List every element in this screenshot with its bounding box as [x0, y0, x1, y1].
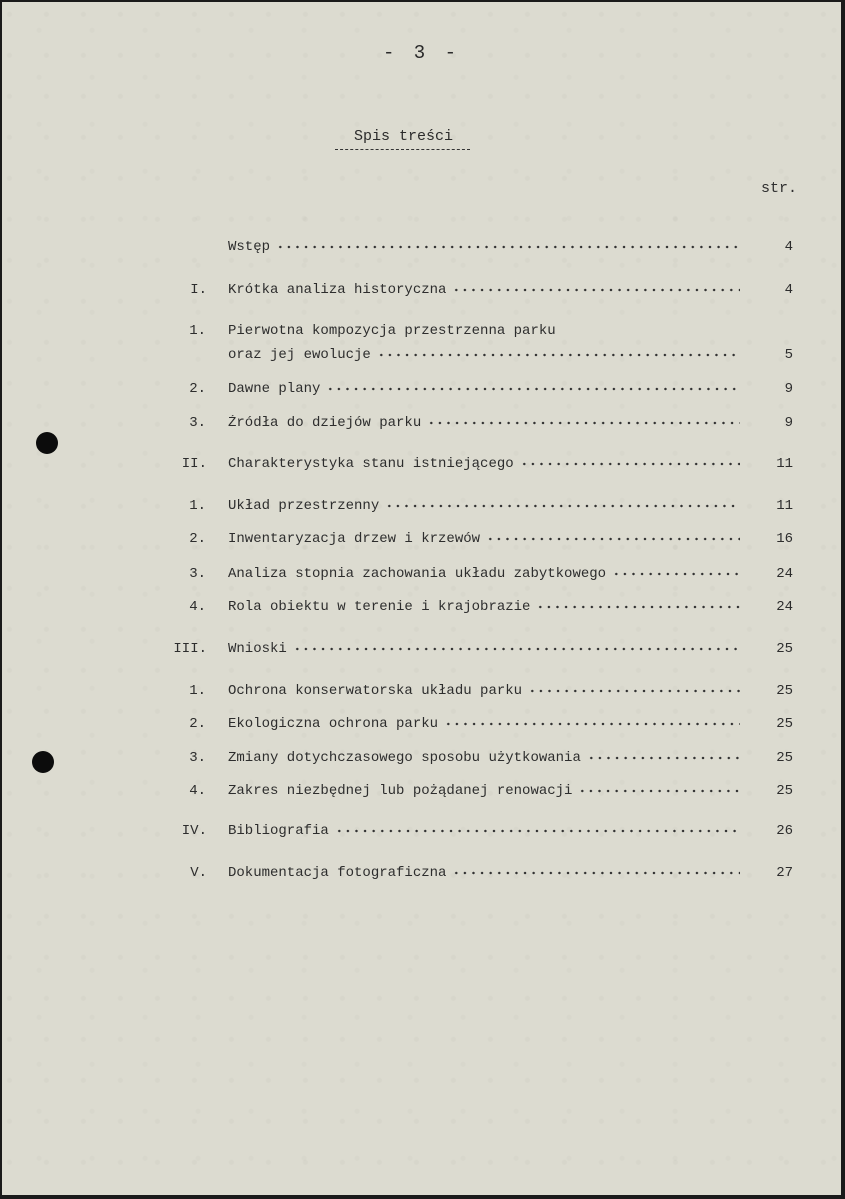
toc-entry-text: Ekologiczna ochrona parku [228, 716, 439, 732]
toc-entry-number: 3. [189, 566, 206, 582]
toc-entry-number: 4. [189, 783, 206, 799]
toc-entry-number: 2. [189, 716, 206, 732]
toc-entry [2, 641, 841, 663]
toc-entry [2, 599, 841, 621]
toc-entry-page: 25 [776, 641, 793, 657]
toc-entry-number: V. [190, 865, 207, 881]
toc-entry-number: I. [190, 282, 207, 298]
toc-entry-text-first-line: Pierwotna kompozycja przestrzenna parku [228, 323, 556, 339]
page-number: - 3 - [382, 42, 460, 64]
toc-entry-page: 25 [776, 716, 793, 732]
toc-entry [2, 716, 841, 738]
toc-entry [2, 239, 841, 261]
leader-dots [427, 418, 740, 428]
toc-entry-page: 25 [776, 783, 793, 799]
toc-entry-page: 11 [776, 456, 793, 472]
leader-dots [377, 350, 740, 360]
toc-entry-page: 16 [776, 531, 793, 547]
toc-entry-page: 26 [776, 823, 793, 839]
toc-entry-page: 4 [784, 282, 793, 298]
toc-entry-text: oraz jej ewolucje [228, 347, 371, 363]
toc-entry [2, 381, 841, 403]
leader-dots [326, 384, 740, 394]
toc-entry-text: Wnioski [228, 641, 287, 657]
toc-entry-page: 11 [776, 498, 793, 514]
toc-entry-text: Bibliografia [228, 823, 329, 839]
toc-entry [2, 865, 841, 887]
toc-entry-text: Źródła do dziejów parku [228, 415, 422, 431]
toc-entry [2, 823, 841, 845]
toc-entry [2, 566, 841, 588]
toc-entry [2, 415, 841, 437]
leader-dots [385, 501, 740, 511]
toc-entry-text: Analiza stopnia zachowania układu zabytkowego [228, 566, 607, 582]
toc-entry-text: Krótka analiza historyczna [228, 282, 447, 298]
toc-entry-number: 2. [189, 381, 206, 397]
leader-dots [578, 786, 740, 796]
leader-dots [452, 285, 740, 295]
toc-entry-number: III. [173, 641, 207, 657]
leader-dots [444, 719, 740, 729]
punch-hole [36, 432, 58, 454]
toc-entry-number: 4. [189, 599, 206, 615]
punch-hole [32, 751, 54, 773]
toc-entry-text: Ochrona konserwatorska układu parku [228, 683, 523, 699]
toc-entry-number: 2. [189, 531, 206, 547]
toc-title: Spis treści [353, 128, 454, 145]
toc-entry-text: Rola obiektu w terenie i krajobrazie [228, 599, 531, 615]
toc-entry-text: Zmiany dotychczasowego sposobu użytkowania [228, 750, 581, 766]
toc-entry-page: 25 [776, 750, 793, 766]
leader-dots [520, 459, 740, 469]
toc-entry [2, 683, 841, 705]
toc-entry-number: II. [181, 456, 207, 472]
toc-entry [2, 282, 841, 304]
toc-entry-number: IV. [181, 823, 207, 839]
leader-dots [587, 753, 740, 763]
toc-entry-page: 24 [776, 599, 793, 615]
toc-entry [2, 456, 841, 478]
toc-entry-page: 4 [784, 239, 793, 255]
toc-entry-text: Układ przestrzenny [228, 498, 380, 514]
leader-dots [276, 242, 740, 252]
toc-entry-number: 1. [189, 323, 206, 339]
toc-entry-page: 5 [784, 347, 793, 363]
leader-dots [293, 644, 740, 654]
toc-title-underline [335, 149, 470, 150]
toc-entry [2, 750, 841, 772]
toc-entry-text: Zakres niezbędnej lub pożądanej renowacji [228, 783, 573, 799]
toc-entry-number: 3. [189, 415, 206, 431]
leader-dots [335, 826, 740, 836]
toc-entry [2, 498, 841, 520]
leader-dots [536, 602, 740, 612]
leader-dots [612, 569, 740, 579]
toc-entry-number: 1. [189, 683, 206, 699]
toc-entry-text: Inwentaryzacja drzew i krzewów [228, 531, 481, 547]
toc-entry-page: 24 [776, 566, 793, 582]
toc-entry-text: Wstęp [228, 239, 271, 255]
toc-entry-text: Dawne plany [228, 381, 321, 397]
toc-entry [2, 531, 841, 553]
toc-entry-page: 9 [784, 381, 793, 397]
toc-entry-page: 27 [776, 865, 793, 881]
leader-dots [486, 534, 740, 544]
toc-entry-text: Dokumentacja fotograficzna [228, 865, 447, 881]
leader-dots [528, 686, 740, 696]
toc-entry-text: Charakterystyka stanu istniejącego [228, 456, 514, 472]
toc-entry [2, 783, 841, 805]
document-page [2, 2, 841, 1195]
toc-entry-page: 25 [776, 683, 793, 699]
toc-entry-number: 1. [189, 498, 206, 514]
toc-entry-page: 9 [784, 415, 793, 431]
leader-dots [452, 868, 740, 878]
toc-entry-number: 3. [189, 750, 206, 766]
page-column-header: str. [760, 180, 797, 197]
